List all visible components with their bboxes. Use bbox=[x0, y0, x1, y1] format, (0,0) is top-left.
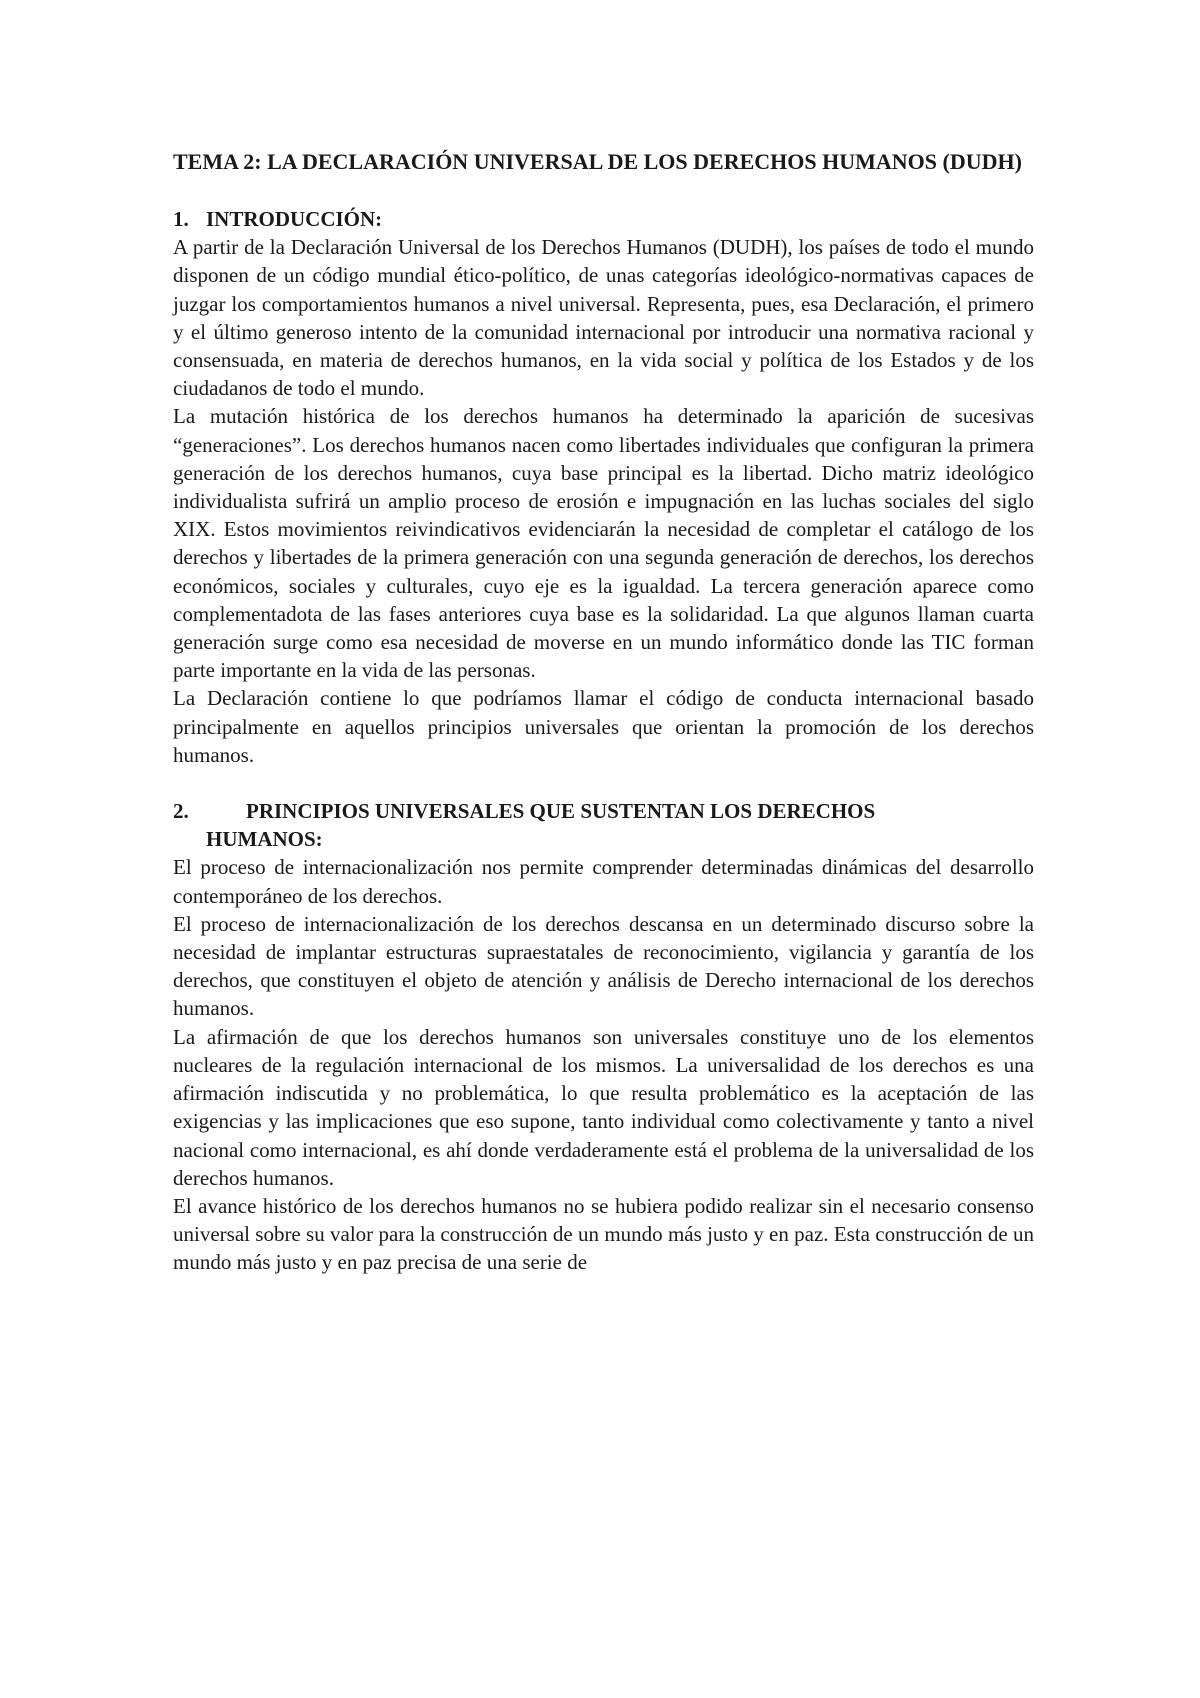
paragraph: La afirmación de que los derechos humanos son universales constituye uno de los elementos nucleares de la regulación internacional de los mismos. La universalidad de los derechos es una afirmación indiscutida y no problemática, lo que resulta problemático es la aceptación de las exigencias y las implicaciones que eso supone, tanto individual como colectivamente y tanto a nivel nacional como internacional, es ahí donde verdaderamente está el problema de la universalidad de los derechos humanos. bbox=[173, 1024, 1034, 1190]
document-title: TEMA 2: LA DECLARACIÓN UNIVERSAL DE LOS DERECHOS HUMANOS (DUDH) bbox=[173, 149, 1022, 174]
section-heading-principios bbox=[173, 797, 1034, 853]
paragraph: El avance histórico de los derechos humanos no se hubiera podido realizar sin el necesario consenso universal sobre su valor para la construcción de un mundo más justo y en paz. Esta construcción de un mundo más justo y en paz precisa de una serie de bbox=[173, 1193, 1034, 1275]
paragraph: A partir de la Declaración Universal de los Derechos Humanos (DUDH), los países de todo el mundo disponen de un código mundial ético-político, de unas categorías ideológico-normativas capaces de juzgar los comportamientos humanos a nivel universal. Representa, pues, esa Declaración, el primero y el último generoso intento de la comunidad internacional por introducir una normativa racional y consensuada, en materia de derechos humanos, en la vida social y política de los Estados y de los ciudadanos de todo el mundo. bbox=[173, 235, 1034, 401]
section-number: 1. bbox=[173, 207, 189, 231]
section-title-line1: PRINCIPIOS UNIVERSALES QUE SUSTENTAN LOS DERECHOS bbox=[246, 799, 876, 824]
section-title-line2: HUMANOS: bbox=[206, 827, 323, 852]
document-body bbox=[173, 146, 1034, 1277]
paragraph: La mutación histórica de los derechos humanos ha determinado la aparición de sucesivas “generaciones”. Los derechos humanos nacen como libertades individuales que configuran la primera generación de los derechos humanos, cuya base principal es la libertad. Dicho matriz ideológico individualista sufrirá un amplio proceso de erosión e impugnación en las luchas sociales del siglo XIX. Estos movimientos reivindicativos evidenciarán la necesidad de completar el catálogo de los derechos y libertades de la primera generación con una segunda generación de derechos, los derechos económicos, sociales y culturales, cuyo eje es la igualdad. La tercera generación aparece como complementadota de las fases anteriores cuya base es la solidaridad. La que algunos llaman cuarta generación surge como esa necesidad de moverse en un mundo informático donde las TIC forman parte importante en la vida de las personas. bbox=[173, 404, 1034, 683]
paragraph: El proceso de internacionalización nos permite comprender determinadas dinámicas del desarrollo contemporáneo de los derechos. bbox=[173, 855, 1034, 908]
section-heading-introduccion bbox=[173, 205, 1034, 233]
paragraph: El proceso de internacionalización de los derechos descansa en un determinado discurso sobre la necesidad de implantar estructuras supraestatales de reconocimiento, vigilancia y garantía de los derechos, que constituyen el objeto de atención y análisis de Derecho internacional de los derechos humanos. bbox=[173, 911, 1034, 1021]
section-number: 2. bbox=[173, 799, 189, 824]
section-title: INTRODUCCIÓN: bbox=[206, 207, 383, 231]
paragraph: La Declaración contiene lo que podríamos llamar el código de conducta internacional basado principalmente en aquellos principios universales que orientan la promoción de los derechos humanos. bbox=[173, 686, 1034, 767]
